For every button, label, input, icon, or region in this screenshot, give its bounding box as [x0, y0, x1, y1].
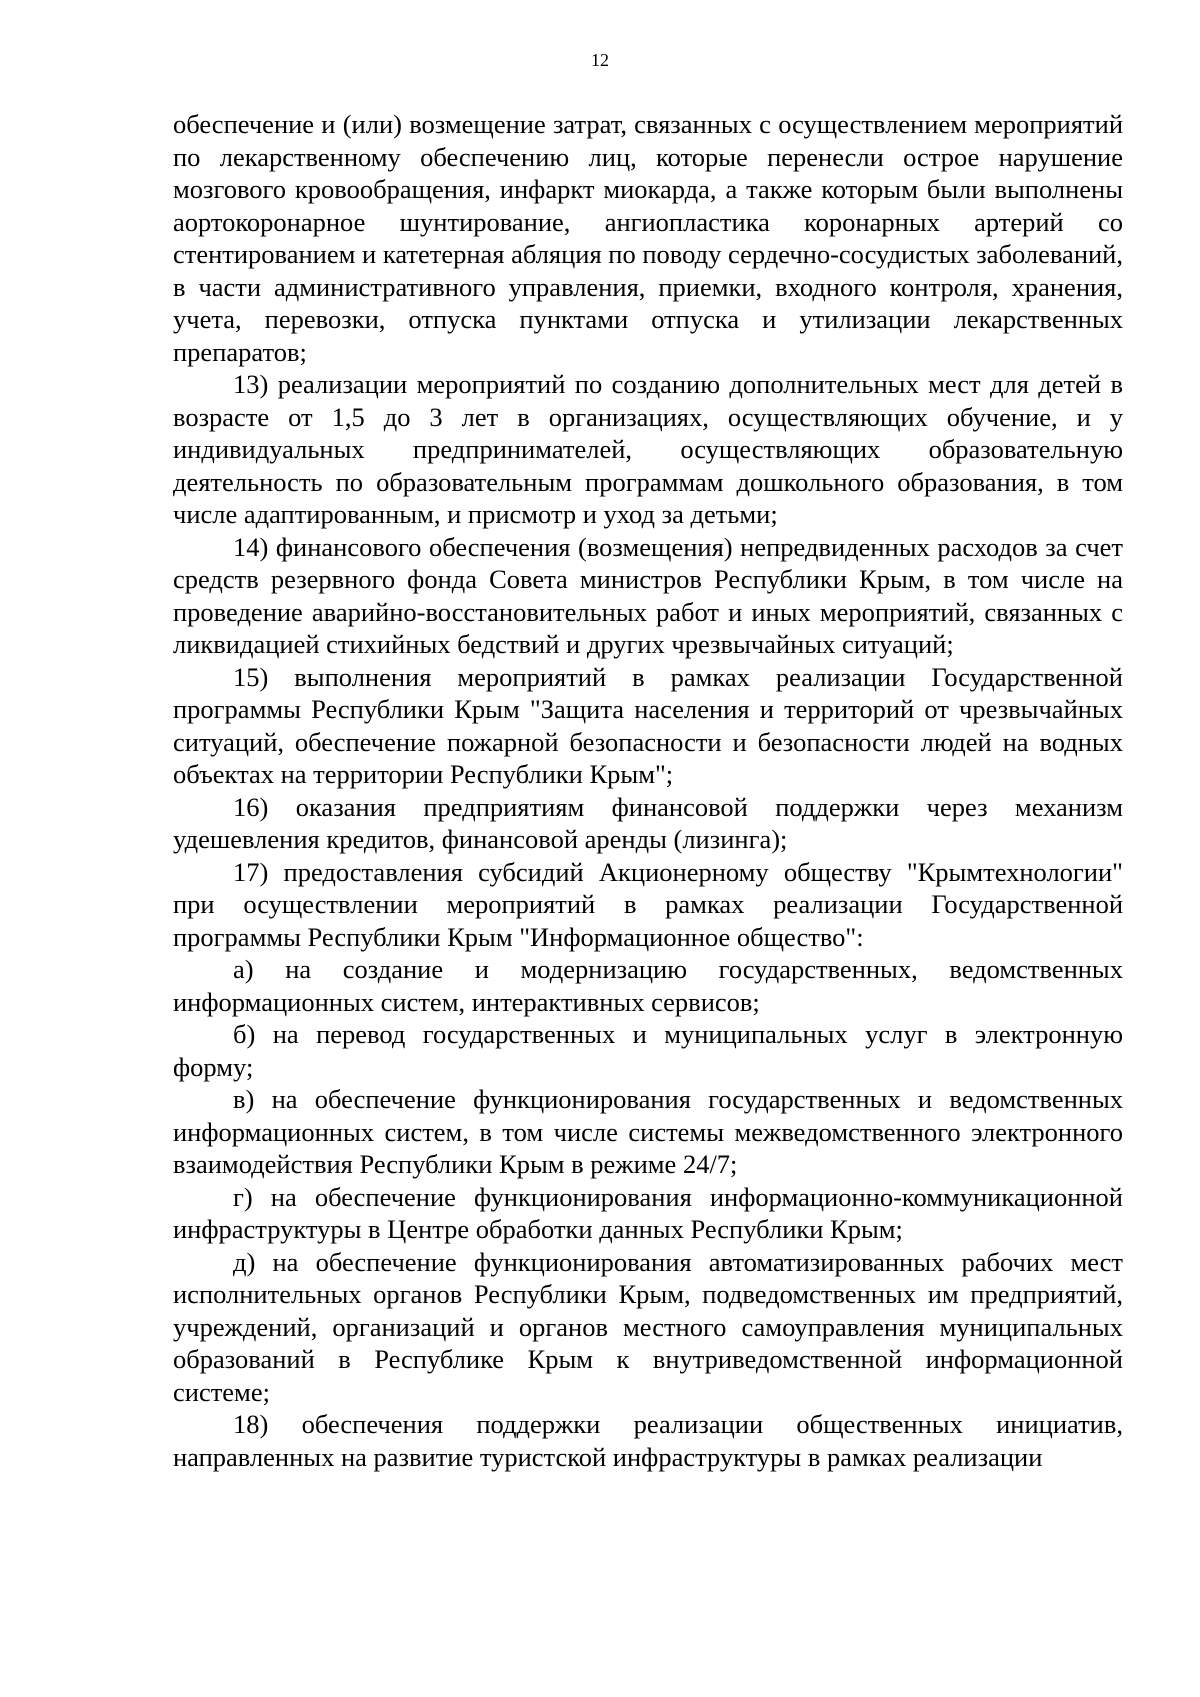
paragraph-subitem-b: б) на перевод государственных и муниципальных услуг в электронную форму;: [173, 1019, 1123, 1082]
paragraph-continuation: обеспечение и (или) возмещение затрат, связанных с осуществлением мероприятий по лекарственному обеспечению лиц, которые перенесли острое нарушение мозгового кровообращения, инфаркт миокарда, а также которым были выполнены аортокоронарное шунтирование, ангиопластика коронарных артерий со стентированием и катетерная абляция по поводу сердечно-сосудистых заболеваний, в части административного управления, приемки, входного контроля, хранения, учета, перевозки, отпуска пунктами отпуска и утилизации лекарственных препаратов;: [173, 109, 1123, 367]
page-number: 12: [591, 50, 609, 70]
paragraph-item-17: 17) предоставления субсидий Акционерному обществу "Крымтехнологии" при осуществлении мероприятий в рамках реализации Государственной программы Республики Крым "Информационное общество":: [173, 856, 1123, 952]
paragraph-subitem-d: д) на обеспечение функционирования автоматизированных рабочих мест исполнительных органов Республики Крым, подведомственных им предприятий, учреждений, организаций и органов местного самоуправления муниципальных образований в Республике Крым к внутриведомственной информационной системе;: [173, 1246, 1123, 1407]
document-body: [173, 108, 1123, 1473]
paragraph-subitem-a: а) на создание и модернизацию государственных, ведомственных информационных систем, интерактивных сервисов;: [173, 954, 1123, 1017]
paragraph-subitem-g: г) на обеспечение функционирования информационно-коммуникационной инфраструктуры в Центре обработки данных Республики Крым;: [173, 1181, 1123, 1244]
paragraph-item-13: 13) реализации мероприятий по созданию дополнительных мест для детей в возрасте от 1,5 до 3 лет в организациях, осуществляющих обучение, и у индивидуальных предпринимателей, осуществляющих образовательную деятельность по образовательным программам дошкольного образования, в том числе адаптированным, и присмотр и уход за детьми;: [173, 369, 1123, 529]
paragraph-item-15: 15) выполнения мероприятий в рамках реализации Государственной программы Республики Крым "Защита населения и территорий от чрезвычайных ситуаций, обеспечение пожарной безопасности и безопасности людей на водных объектах на территории Республики Крым";: [173, 661, 1123, 789]
paragraph-item-14: 14) финансового обеспечения (возмещения) непредвиденных расходов за счет средств резервного фонда Совета министров Республики Крым, в том числе на проведение аварийно-восстановительных работ и иных мероприятий, связанных с ликвидацией стихийных бедствий и других чрезвычайных ситуаций;: [173, 531, 1123, 659]
paragraph-subitem-v: в) на обеспечение функционирования государственных и ведомственных информационных систем, в том числе системы межведомственного электронного взаимодействия Республики Крым в режиме 24/7;: [173, 1084, 1123, 1179]
paragraph-item-18: 18) обеспечения поддержки реализации общественных инициатив, направленных на развитие туристской инфраструктуры в рамках реализации: [173, 1409, 1123, 1472]
paragraph-item-16: 16) оказания предприятиям финансовой поддержки через механизм удешевления кредитов, финансовой аренды (лизинга);: [173, 791, 1123, 854]
